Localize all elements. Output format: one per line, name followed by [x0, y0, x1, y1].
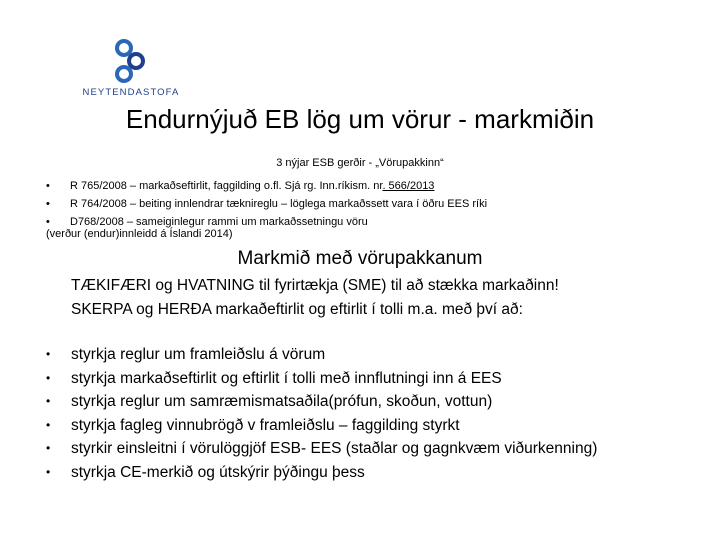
- list-item: [46, 195, 686, 213]
- list-item-text: styrkja fagleg vinnubrögð v framleiðslu – faggilding styrkt: [71, 416, 460, 434]
- list-item: [46, 177, 686, 195]
- bullet: •: [46, 370, 51, 385]
- bullet: •: [46, 347, 51, 361]
- regulation-list: [46, 177, 686, 231]
- section-heading: Markmið með vörupakkanum: [237, 248, 483, 269]
- list-item: [46, 437, 706, 461]
- bullet: •: [46, 198, 50, 210]
- bullet: •: [46, 394, 51, 409]
- list-item-text: D768/2008 – sameiginlegur rammi um markaðssetningu vöru: [70, 216, 368, 228]
- list-item-text: R 764/2008 – beiting innlendrar tæknireglu – löglega markaðssett vara í öðru EES ríki: [70, 198, 488, 210]
- list-item: [46, 390, 706, 414]
- list-item-text: styrkja reglur um samræmismatsaðila(prófun, skoðun, vottun): [71, 393, 493, 411]
- bullet: •: [46, 216, 50, 228]
- list-item: [46, 414, 706, 438]
- paragraph: [71, 274, 559, 322]
- list-item-text: styrkja reglur um framleiðslu á vörum: [71, 346, 326, 363]
- list-item: [46, 367, 706, 391]
- regulation-link[interactable]: . 566/2013: [382, 180, 435, 192]
- paragraph-line: TÆKIFÆRI og HVATNING til fyrirtækja (SME) til að stækka markaðinn!: [71, 277, 559, 294]
- list-item-text: R 765/2008 – markaðseftirlit, faggilding o.fl. Sjá rg. Inn.ríkism. nr: [70, 180, 383, 192]
- paragraph-line: SKERPA og HERÐA markaðeftirlit og eftirlit í tolli m.a. með því að:: [71, 301, 523, 318]
- bullet: •: [46, 180, 50, 192]
- list-item-text: styrkir einsleitni í vörulöggjöf ESB- EES (staðlar og gagnkvæm viðurkenning): [71, 440, 598, 458]
- page-title: Endurnýjuð EB lög um vörur - markmiðin: [125, 104, 595, 134]
- goals-list: [46, 343, 706, 485]
- list-item: [46, 461, 706, 485]
- list-item-text: styrkja markaðseftirlit og eftirlit í tolli með innflutningi inn á EES: [71, 369, 502, 387]
- list-item-text: styrkja CE-merkið og útskýrir þýðingu þess: [71, 463, 365, 481]
- bullet: •: [46, 417, 51, 432]
- logo-text: NEYTENDASTOFA: [82, 87, 180, 98]
- list-item: [46, 343, 706, 367]
- bullet: •: [46, 464, 51, 479]
- logo: [76, 37, 186, 105]
- neytendastofa-logo-icon: [110, 39, 150, 83]
- bullet: •: [46, 441, 51, 456]
- note: (verður (endur)innleidd á Íslandi 2014): [46, 228, 233, 240]
- subtitle: 3 nýjar ESB gerðir - „Vörupakkinn“: [276, 157, 444, 169]
